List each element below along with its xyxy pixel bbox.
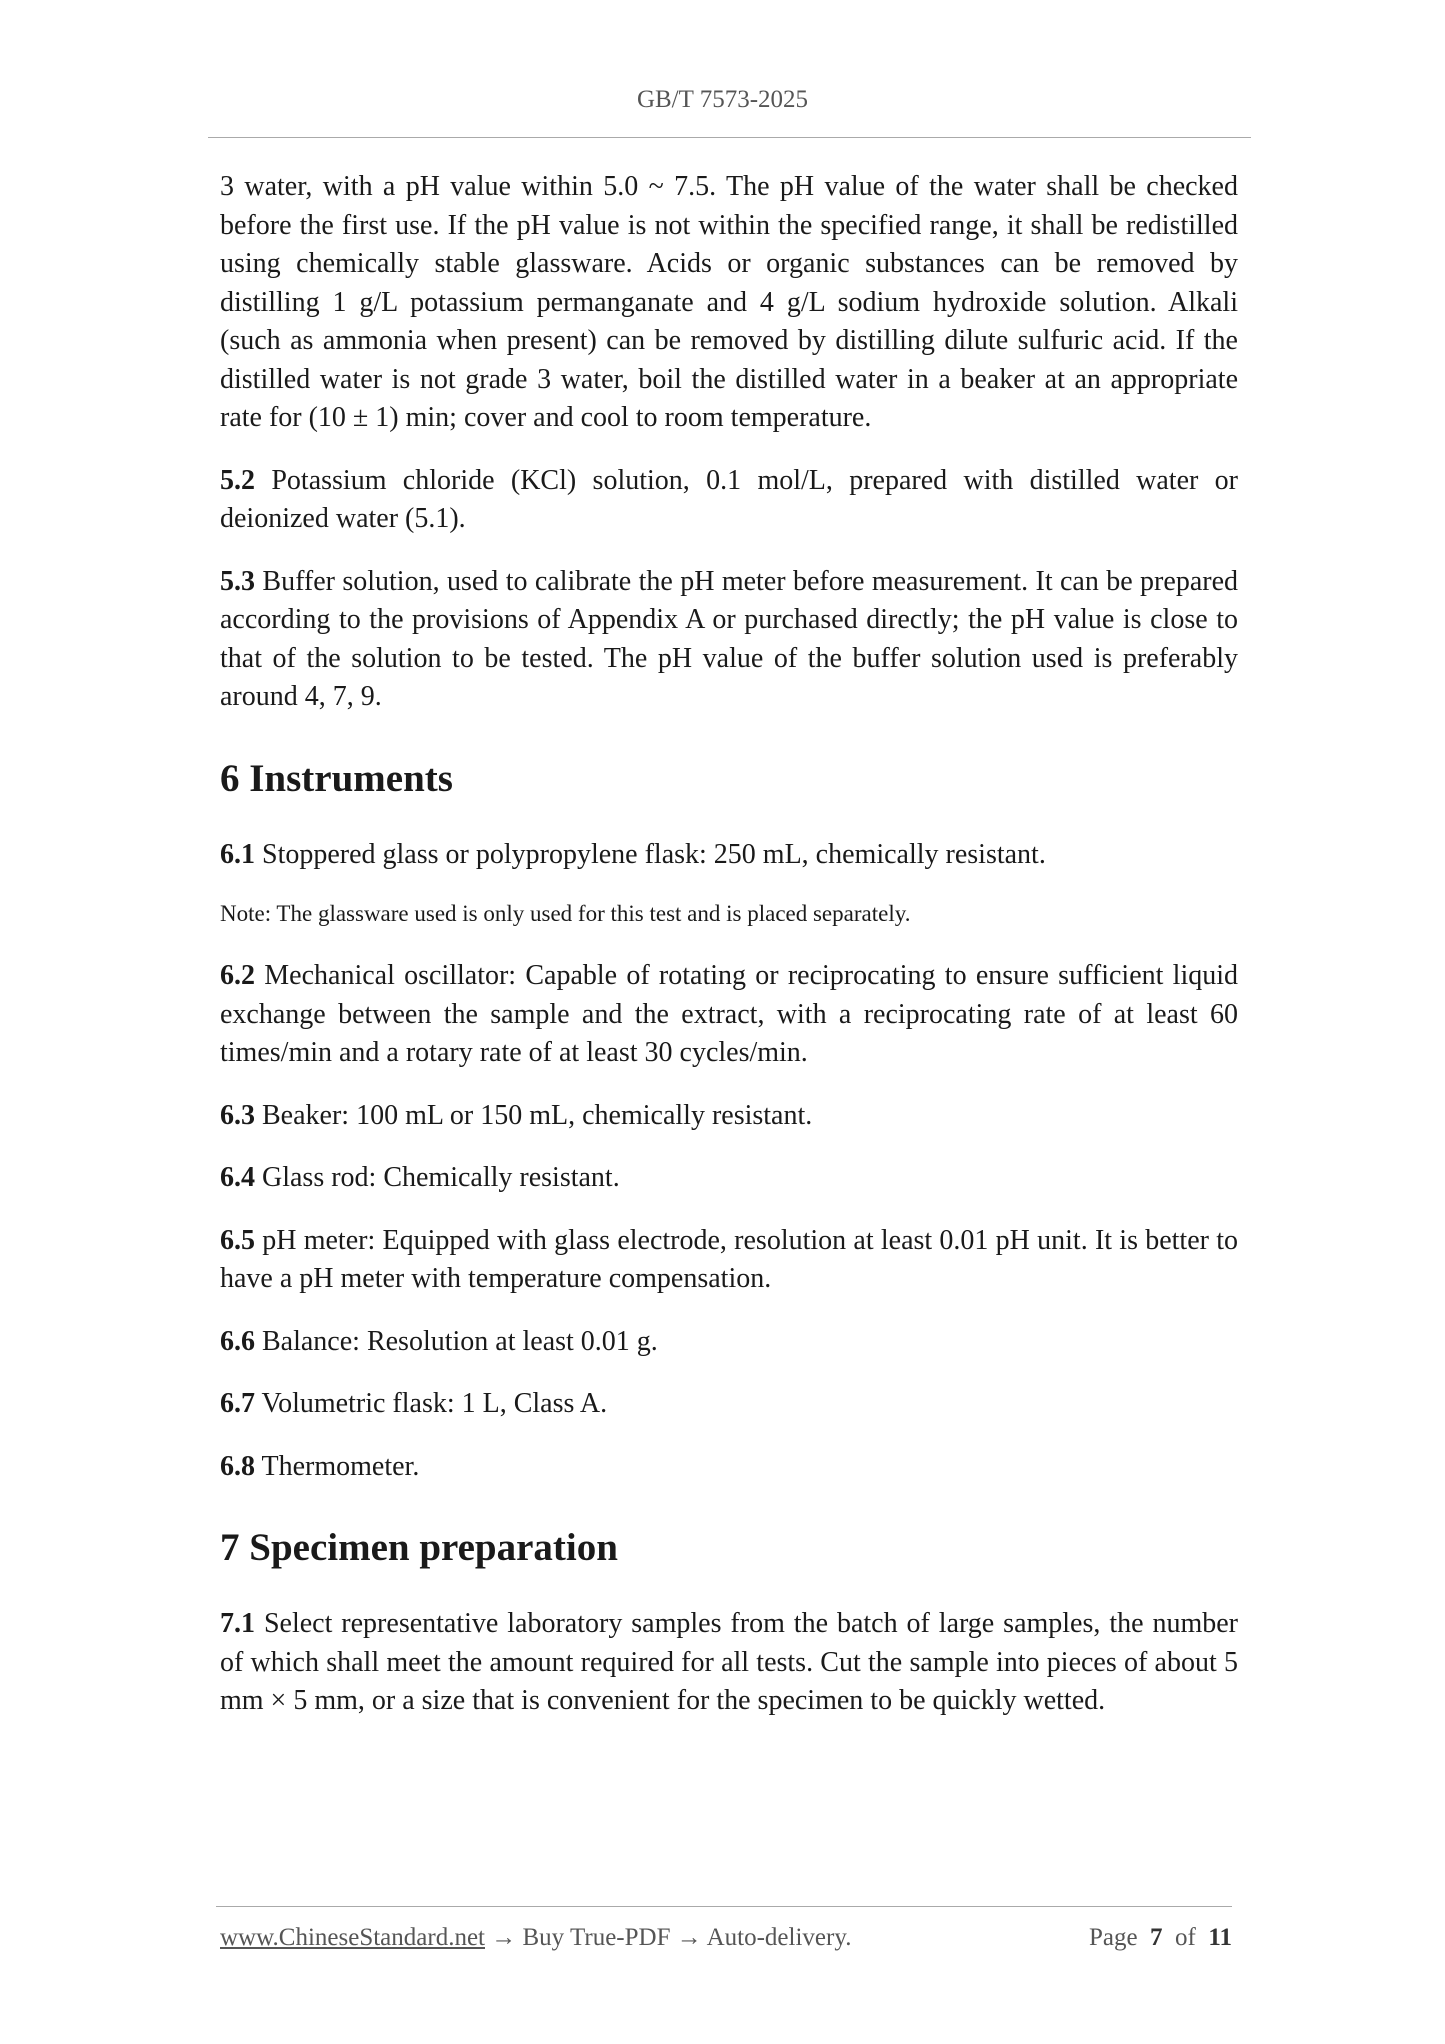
clause-paragraph <box>220 1097 1238 1136</box>
page-indicator <box>1089 1924 1232 1952</box>
clause-paragraph <box>220 836 1238 875</box>
clause-number: 6.7 <box>220 1388 255 1419</box>
buy-pdf-text: Buy True-PDF <box>522 1924 671 1951</box>
clause-paragraph <box>220 563 1238 717</box>
page-label: Page <box>1088 1924 1138 1951</box>
clause-paragraph <box>220 1222 1238 1299</box>
clause-text: Buffer solution, used to calibrate the pH meter before measurement. It can be prepared according to the provisions of Appendix A or purchased directly; the pH value is close to that of the solution to be tested. The pH value of the buffer solution used is preferably around 4, 7, 9. <box>220 565 1238 712</box>
clause-paragraph <box>220 957 1238 1073</box>
clause-text: Volumetric flask: 1 L, Class A. <box>261 1388 608 1419</box>
arrow-right-icon: → <box>491 1924 517 1951</box>
clause-text: Balance: Resolution at least 0.01 g. <box>262 1325 658 1357</box>
clause-number: 5.2 <box>220 464 255 496</box>
clause-paragraph <box>220 462 1238 539</box>
footer-links <box>220 1924 851 1952</box>
clause-paragraph <box>220 1385 1238 1424</box>
note-text: Note: The glassware used is only used for this test and is placed separately. <box>220 901 911 926</box>
clause-number: 6.2 <box>220 960 255 991</box>
page-total: 11 <box>1208 1924 1232 1951</box>
clause-number: 6.8 <box>220 1450 255 1482</box>
clause-text: Stoppered glass or polypropylene flask: 250 mL, chemically resistant. <box>262 838 1046 870</box>
clause-number: 6.3 <box>220 1099 255 1131</box>
clause-paragraph <box>220 1605 1238 1721</box>
arrow-right-icon: → <box>676 1924 702 1951</box>
header-divider <box>208 137 1251 138</box>
clause-number: 6.4 <box>220 1162 255 1193</box>
clause-number: 6.6 <box>220 1325 255 1357</box>
section-heading: 6 Instruments <box>220 756 453 800</box>
clause-text: Mechanical oscillator: Capable of rotating or reciprocating to ensure sufficient liquid exchange between the sample and the extract, with a reciprocating rate of at least 60 times/min and a rotary rate of at least 30 cycles/min. <box>220 960 1239 1068</box>
clause-text: pH meter: Equipped with glass electrode, resolution at least 0.01 pH unit. It is better to have a pH meter with temperature compensation. <box>220 1224 1238 1294</box>
section-heading: 7 Specimen preparation <box>220 1526 618 1569</box>
clause-text: Beaker: 100 mL or 150 mL, chemically resistant. <box>262 1099 813 1131</box>
document-body <box>220 168 1238 1745</box>
clause-text: Select representative laboratory samples from the batch of large samples, the number of which shall meet the amount required for all tests. Cut the sample into pieces of about 5 mm × 5 mm, or a size that is convenient for the specimen to be quickly wetted. <box>220 1608 1239 1716</box>
clause-text: 3 water, with a pH value within 5.0 ~ 7.5. The pH value of the water shall be checked before the first use. If the pH value is not within the specified range, it shall be redistilled using chemically stable glassware. Acids or organic substances can be removed by distilling 1 g/L potassium permanganate and 4 g/L sodium hydroxide solution. Alkali (such as ammonia when present) can be removed by distilling dilute sulfuric acid. If the distilled water is not grade 3 water, boil the distilled water in a beaker at an appropriate rate for (10 ± 1) min; cover and cool to room temperature. <box>220 171 1238 433</box>
clause-number: 5.3 <box>220 565 255 597</box>
clause-number: 6.5 <box>220 1224 255 1256</box>
clause-paragraph <box>220 1448 1238 1487</box>
clause-paragraph <box>220 1323 1238 1362</box>
clause-number: 6.1 <box>220 838 255 870</box>
clause-number: 7.1 <box>220 1608 255 1639</box>
clause-paragraph <box>220 168 1238 438</box>
clause-text: Thermometer. <box>261 1450 420 1482</box>
clause-text: Glass rod: Chemically resistant. <box>262 1162 620 1193</box>
page-header-code: GB/T 7573-2025 <box>636 86 809 113</box>
auto-delivery-text: Auto-delivery. <box>706 1924 852 1951</box>
footer-divider <box>216 1906 1232 1907</box>
clause-paragraph <box>220 1159 1238 1198</box>
website-link[interactable]: www.ChineseStandard.net <box>220 1924 485 1951</box>
page-of: of <box>1175 1924 1196 1951</box>
clause-text: Potassium chloride (KCl) solution, 0.1 mol/L, prepared with distilled water or deionized water (5.1). <box>220 464 1239 534</box>
page-current: 7 <box>1150 1924 1163 1951</box>
